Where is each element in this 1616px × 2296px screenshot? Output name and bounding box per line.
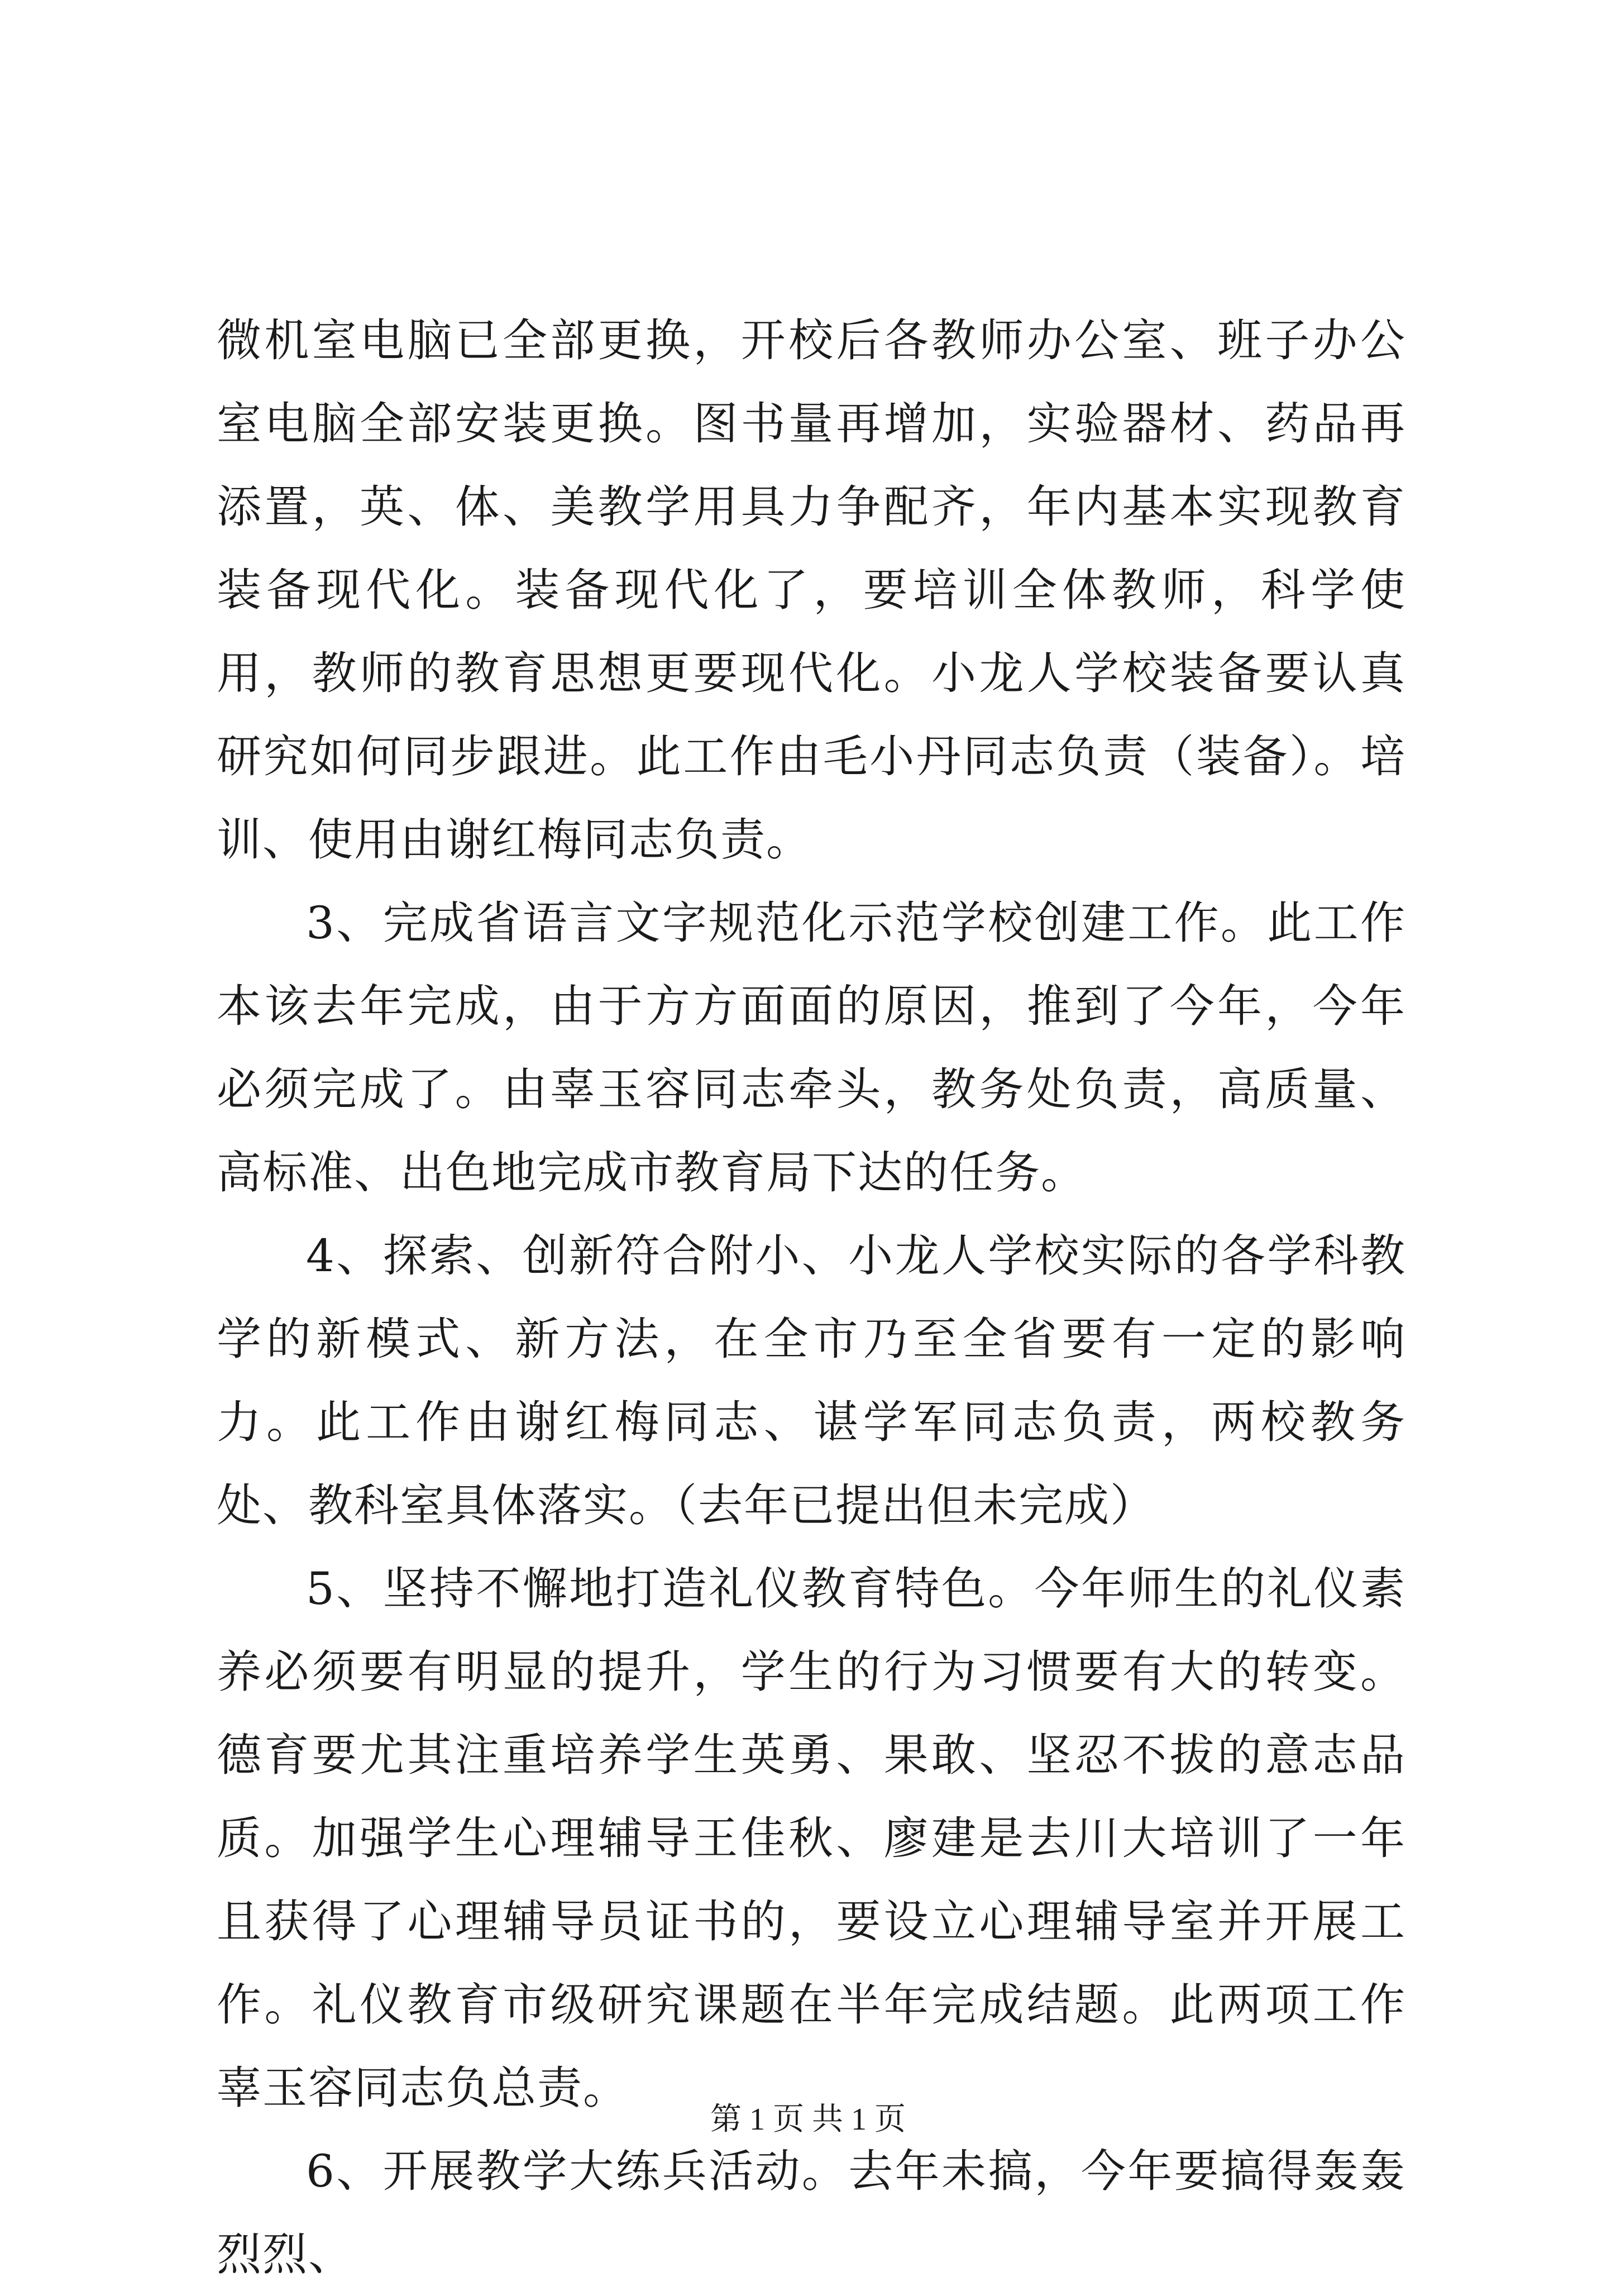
page-footer [0,2100,1616,2139]
page-number-label: 第 1 页 共 1 页 [710,2102,906,2137]
document-body [217,299,1406,2296]
paragraph-item-5: 5、坚持不懈地打造礼仪教育特色。今年师生的礼仪素养必须要有明显的提升，学生的行为习惯要有大的转变。德育要尤其注重培养学生英勇、果敢、坚忍不拔的意志品质。加强学生心理辅导王佳秋、廖建是去川大培训了一年且获得了心理辅导员证书的，要设立心理辅导室并开展工作。礼仪教育市级研究课题在半年完成结题。此两项工作辜玉容同志负总责。 [217,1563,1406,2114]
paragraph-item-4: 4、探索、创新符合附小、小龙人学校实际的各学科教学的新模式、新方法，在全市乃至全省要有一定的影响力。此工作由谢红梅同志、谌学军同志负责，两校教务处、教科室具体落实。（去年已提出但未完成） [217,1230,1406,1531]
paragraph-equipment: 微机室电脑已全部更换，开校后各教师办公室、班子办公室电脑全部安装更换。图书量再增加，实验器材、药品再添置，英、体、美教学用具力争配齐，年内基本实现教育装备现代化。装备现代化了，要培训全体教师，科学使用，教师的教育思想更要现代化。小龙人学校装备要认真研究如何同步跟进。此工作由毛小丹同志负责（装备）。培训、使用由谢红梅同志负责。 [217,314,1406,866]
paragraph-item-3: 3、完成省语言文字规范化示范学校创建工作。此工作本该去年完成，由于方方面面的原因，推到了今年，今年必须完成了。由辜玉容同志牵头，教务处负责，高质量、高标准、出色地完成市教育局下达的任务。 [217,897,1406,1199]
paragraph-item-6: 6、开展教学大练兵活动。去年未搞，今年要搞得轰轰烈烈、 [217,2145,1406,2280]
